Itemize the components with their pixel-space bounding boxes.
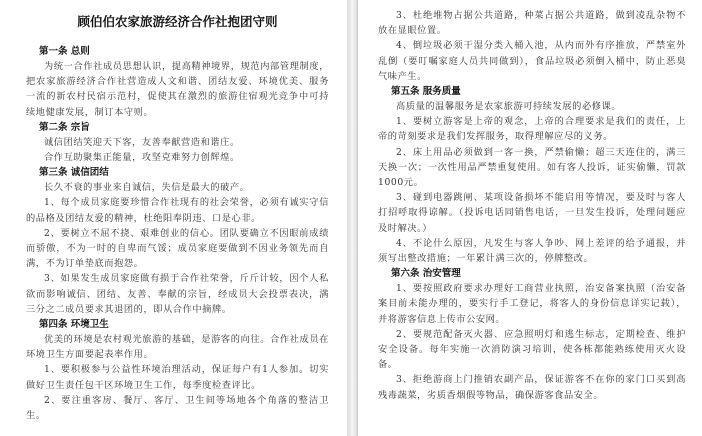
paragraph: 合作互助聚集正能量，攻坚克难努力创辉煌。	[44, 152, 240, 164]
document-title: 顾伯伯农家旅游经济合作社抱团守则	[77, 14, 278, 29]
paragraph: 4、不论什么原因，凡发生与客人争吵、网上差评的给予通报，并须写出整改措施；一年累计满三次的，停牌整改。	[378, 237, 686, 265]
section-heading: 第五条 服务质量	[391, 86, 461, 98]
left-page-content	[0, 12, 347, 423]
paragraph: 高质量的温馨服务是农家旅游可持续发展的必修课。	[396, 101, 622, 113]
section-heading: 第四条 环境卫生	[39, 319, 109, 331]
paragraph: 4、倒垃圾必须干湿分类入桶入池，从内而外有序推放，严禁室外乱倒（要叮嘱家庭人员共同做到），食品垃圾必须倒入桶中，防止恶臭气味产生。	[378, 40, 686, 82]
paragraph: 为统一合作社成员思想认识，提高精神境界，规范内部管理制度，把农家旅游经济合作社营造成人文和谐、团结友爱、环境优美、服务一流的新农村民宿示范村，促使其在激烈的旅游住宿观光竞争中可持续地健康发展，制订本守则。	[26, 61, 329, 118]
paragraph: 长久不衰的事业来自诚信，失信是最大的破产。	[44, 182, 250, 194]
section-heading: 第二条 宗旨	[39, 121, 90, 133]
document-page-left	[0, 0, 347, 436]
paragraph: 2、要注重客房、餐厅、客厅、卫生间等场地各个角落的整洁卫生。	[26, 394, 329, 422]
paragraph: 1、要按照政府要求办理好工商营业执照，治安备案执照（治安备案目前未能办理的，要实行手工登记，将客人的身份信息详实记载），并将游客信息上传市公安网。	[378, 283, 686, 325]
document-page-right	[358, 0, 702, 436]
paragraph: 2、要规范配备灭火器、应急照明灯和逃生标志，定期检查、维护安全设备。每年实施一次消防演习培训，使各栋都能熟练使用灭火设备。	[378, 328, 686, 371]
paragraph: 1、要积极参与公益性环境治理活动，保证每户有1人参加。切实做好卫生责任包干区环境卫生工作，每季度检查评比。	[26, 364, 329, 391]
section-heading: 第一条 总则	[39, 46, 90, 57]
paragraph: 诚信团结笑迎天下客，友善奉献营造和谐庄。	[44, 136, 240, 148]
page-gutter	[347, 0, 358, 436]
paragraph: 2、床上用品必须做到一客一换，严禁偷懒；超三天连住的，满三天换一次；一次性用品严禁重复使用。如有客人投诉，证实偷懒，罚款1000元。	[378, 146, 686, 189]
paragraph: 1、要树立游客是上帝的观念，上帝的合理要求是我们的责任，上帝的苛刻要求是我们发挥服务，取得理解应尽的义务。	[378, 116, 686, 143]
paragraph: 3、碰到电器跳闸、某项设备损坏不能启用等情况，要及时与客人打招呼取得谅解。（投诉电话同销售电话，一旦发生投诉，处理问题应及时解决。）	[378, 192, 686, 234]
paragraph: 3、杜绝堆物占据公共道路，种菜占据公共道路，做到凌乱杂物不放在显眼位置。	[378, 10, 686, 37]
right-page-content	[358, 0, 702, 403]
section-heading: 第六条 治安管理	[391, 268, 461, 280]
paragraph: 2、要树立不屈不挠、艰难创业的信心。团队要确立不因眼前成绩而骄傲，不为一时的自卑而气馁；成员家庭要做到不因业务领先而自满，不为订单垫底而抱怨。	[26, 227, 329, 270]
paragraph: 3、拒绝游商上门推销农副产品，保证游客不在你的家门口买到高残毒蔬菜，劣质香烟假等物品，确保游客食品安全。	[378, 374, 686, 401]
paragraph: 1、每个成员家庭要珍惜合作社现有的社会荣誉，必须有诚实守信的品格及团结友爱的精神，杜绝阳奉阴违、口是心非。	[26, 197, 329, 224]
paragraph: 3、如果发生成员家庭做有损于合作社荣誉，斤斤计较，因个人私欲而影响诚信、团结、友善、奉献的宗旨，经成员大会投票表决，满三分之二成员要求其退团的，即从合作中摘牌。	[26, 273, 329, 315]
paragraph: 优美的环境是农村观光旅游的基础，是游客的向往。合作社成员在环境卫生方面要起表率作用。	[26, 334, 329, 361]
section-heading: 第三条 诚信团结	[39, 167, 109, 179]
